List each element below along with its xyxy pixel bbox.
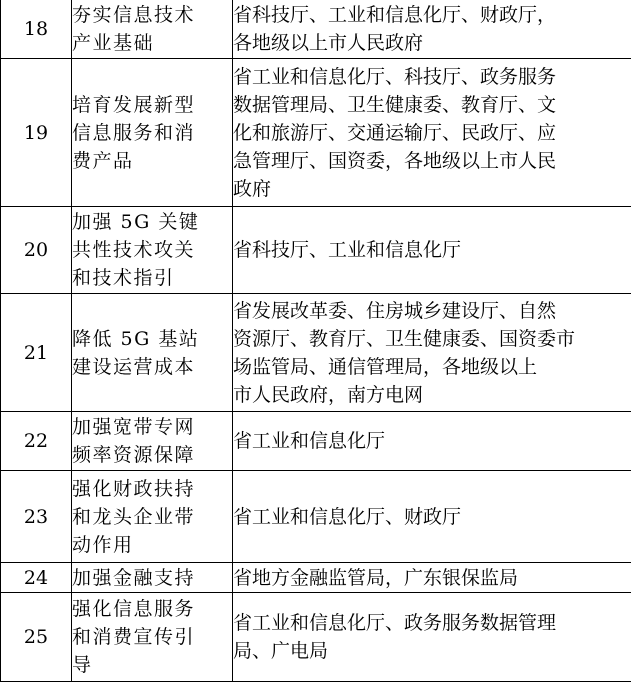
table-row <box>1 294 631 412</box>
departments-cell <box>233 59 631 207</box>
table-row <box>1 563 631 593</box>
task-item: 降低 5G 基站 建设运营成本 <box>72 327 200 378</box>
task-item-cell <box>72 563 233 593</box>
task-item: 培育发展新型 信息服务和消 费产品 <box>72 93 196 172</box>
task-item: 强化财政扶持 和龙头企业带 动作用 <box>72 477 196 556</box>
task-item: 夯实信息技术 产业基础 <box>72 3 196 54</box>
row-number: 24 <box>1 563 72 593</box>
departments-cell <box>233 207 631 294</box>
task-item-cell <box>72 593 233 682</box>
table-row <box>1 0 631 59</box>
row-number: 18 <box>1 0 72 59</box>
responsible-departments: 省科技厅、工业和信息化厅 <box>233 239 462 261</box>
row-number: 19 <box>1 59 72 207</box>
departments-cell <box>233 0 631 59</box>
responsible-departments: 省科技厅、工业和信息化厅、财政厅， 各地级以上市人民政府 <box>233 3 557 54</box>
table-row <box>1 471 631 563</box>
table-row <box>1 593 631 682</box>
task-item-cell <box>72 471 233 563</box>
responsible-departments: 省工业和信息化厅、政务服务数据管理 局、广电局 <box>233 612 557 662</box>
departments-cell <box>233 471 631 563</box>
task-item: 加强宽带专网 频率资源保障 <box>72 416 196 466</box>
departments-cell <box>233 563 631 593</box>
departments-cell <box>233 412 631 471</box>
task-item: 加强金融支持 <box>72 566 196 589</box>
departments-cell <box>233 593 631 682</box>
task-item: 加强 5G 关键 共性技术攻关 和技术指引 <box>72 211 200 289</box>
row-number: 21 <box>1 294 72 412</box>
table-row <box>1 207 631 294</box>
responsible-departments: 省地方金融监管局，广东银保监局 <box>233 566 519 589</box>
task-table-body <box>1 0 631 682</box>
task-item-cell <box>72 59 233 207</box>
table-row <box>1 59 631 207</box>
task-item: 强化信息服务 和消费宣传引 导 <box>72 598 196 676</box>
row-number: 20 <box>1 207 72 294</box>
responsible-departments: 省工业和信息化厅、财政厅 <box>233 505 462 528</box>
task-item-cell <box>72 294 233 412</box>
table-row <box>1 412 631 471</box>
responsible-departments: 省工业和信息化厅、科技厅、政务服务 数据管理局、卫生健康委、教育厅、文 化和旅游厅、交通运输厅、民政厅、应 急管理厅、国资委，各地级以上市人民 政府 <box>233 65 557 200</box>
row-number: 23 <box>1 471 72 563</box>
task-item-cell <box>72 0 233 59</box>
task-item-cell <box>72 207 233 294</box>
responsible-departments: 省工业和信息化厅 <box>233 430 386 452</box>
responsible-departments: 省发展改革委、住房城乡建设厅、自然 资源厅、教育厅、卫生健康委、国资委市 场监管局、通信管理局，各地级以上 市人民政府，南方电网 <box>233 299 576 406</box>
departments-cell <box>233 294 631 412</box>
row-number: 25 <box>1 593 72 682</box>
row-number: 22 <box>1 412 72 471</box>
task-item-cell <box>72 412 233 471</box>
